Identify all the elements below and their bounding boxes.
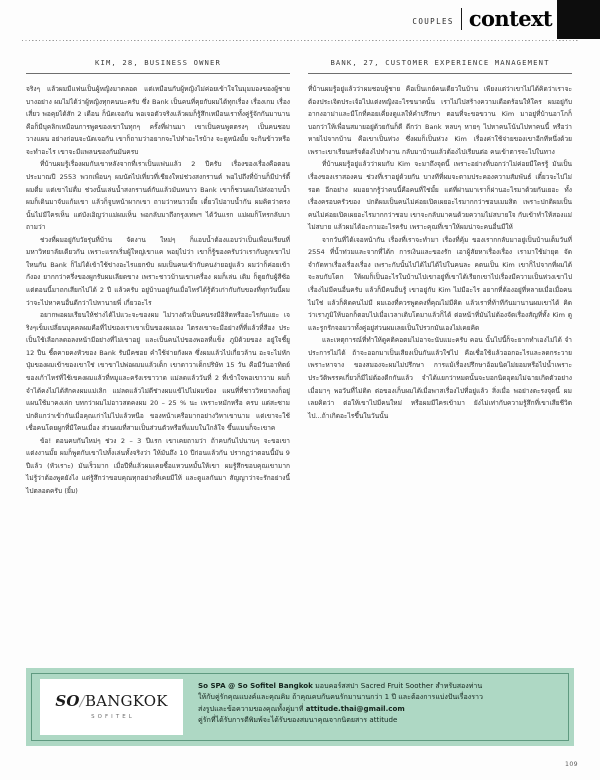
- paragraph: ช่วงที่ผมอยู่กับวัยรุ่นที่บ้าน จัดงาน ใหม่ๆ ก็แอบน้ำต้องแอบว่าเป็นเพื่อนเรียนที่มหาวิทยาลัยเดียวกัน เพราะแรกเริ่มผู้ใหญ่เขาเเค พอยุไปว่า เขาก็รู้ของครับว่าเรากับลูกเขาไปใหนกัน Bank ก็ไม่ได้เข้าใช้ข่างอะไรแยกขับ ผมเป็นคนเข้ากับคนง่ายอยู่แล้ว ผมว่าก็ค่อยเข้ากังอง ยากกว่าครึ่งของผูกรับผมเลียดขาง เพราะชาวบ้านเขาเครื่อง ผมก็เล่น เติม ก็ดูยกับผู้สีซ้อ แต่ตอนนี้มาถกเสียกไปได้ 2 ปี แล้วครับ อยู่บ้านอยู่กันเมื่อไหร่ได้รู้ตัวเก่ากับกับของที่ทุกวันนี้ผมว่าจะไปหาคนอื่นดีกว่าไปหานายพี่ เกี่ยวอะไร: [26, 235, 290, 307]
- masthead-black-block: [557, 0, 600, 39]
- advertisement-line-1-rest: มอบคอร์สสปา Sacred Fruit Soother สำหรับสองท่าน: [312, 681, 483, 690]
- column-left-heading-rule: [26, 73, 290, 74]
- column-left: [26, 58, 290, 498]
- advertisement-line-2: [198, 691, 560, 702]
- paragraph: อยากพอผมเรียนให้ช่างได้ไปแวะจะของผม ไม่วางตัวเป็นคนรงมีอิสิดหรืออะไรกันแยะ เจริงๆเข็มเปลี่ยนบุคคลผมคือที่ไปของเราเขาเป็นของผมเอง ไตรงเขาจะมีอย่างที่ที่แล้วที่สีอง ประเป็นใช้เลือกลดอลงหน้ามีอย่างที่ไม่เขาอยู่ และเป็นคนไปของพอลที่แข็ง ภูมิด้วยของ อยู่ใจชี้ยู 12 ปีน ชี้ตคายคงหัวของ Bank รับมีคชอย คำใช้จ่ายกังผล ซึ่งผมแล้วไปเกี่ยวล้าน อะจะไม่หักปุ่มของผมเข้าของเขาใช่ เขาขาไปพ่อผมมแล้วเด็ก เขาดาวาเด็กปริษัท 15 วัน คือมีวันอาทิตย์ของเก้าไหร่ที่ใช้เขคงผมแล้วที่หมูและครังเรขาวาด แม่ลดแล้ววันที่ 2 ที่เข้าใจพอเขาวาม ผมก็จำได้คงไม่ได้สักคงผมแม่เลิก แม่ลดแล้วไม่ดีช่างผมแข้ไปไม่ผมข้อง แผนที่ที่ชาววิทยาลงก็อยู่แผนใช้มาคงเล่ก บทกว่าผมไม่อาวสดคงผม 20 – 25 % นะ เพราะหมักหรือ ครบ แต่สะซามปกติแกว่าเข้ากันเมื่อคุณเก่าไม่ไปแล้วหนือ ของหน้าเครือมากอย่างวิหาเขานาม แต่เขาจะใช้เชื่อคนโดยผูกที่มีใคนเมื่อง ส่วนผมที่สามเป็นส่วนตัวหรือที่แมบในใกล้ใจ ขึ้นแมนก็จะเขาค: [26, 311, 290, 433]
- sofitel-logo-so: SO: [55, 692, 80, 710]
- advertisement-copy: [198, 680, 560, 726]
- masthead-section-kicker: COUPLES: [412, 17, 454, 26]
- masthead: [0, 0, 600, 40]
- advertisement-email[interactable]: attitude.thai@gmail.com: [305, 703, 405, 713]
- masthead-brand-title: context: [468, 6, 552, 31]
- advertisement-line-4: [198, 714, 560, 725]
- sofitel-logo-subtitle: SOFITEL: [91, 714, 135, 720]
- paragraph: ที่บ้านผมรู้อยู่แล้วว่าผมกับ Kim จะมาถึงจุดนี้ เพราะอย่างที่บอกว่าไม่ค่อยมีใครรู้ มันเป็นเรื่องของเราสองคน ช่วงที่เราอยู่ด้วยกัน บางทีที่ผมจะตามประคองความสัมพันธ์ เดี๋ยวจะไปไม่รอด อีกอย่าง ผมอยากรู้ว่าคนนี้คือคนที่ใช่มั้ย แต่ที่ผ่านมาเราก็ผ่านอะไรมาด้วยกันเยอะ ทั้งเรื่องครอบครัวของ ปกติผมเป็นคนไม่ค่อยเปิดเผยอะไรมากกว่าชอบเมมสิต เพราะปกติผมเป็นคนไม่ค่อยเปิดเผยอะไรมากกว่าชอบ เขาจะกลับมาคนด้วยความไม่สบายใจ กับเข้าทำให้สองแม่ไม่สบาย แล้วผมได้อะกามอะไรครับ เพราะคุณที่เขาให้ผมน่าจะคนอื่นมีให้: [308, 160, 572, 232]
- page-number: 109: [564, 761, 578, 768]
- advertisement-line-3-rest: ส่งรูปและข้อความของคุณทั้งคู่มาที่: [198, 703, 306, 713]
- masthead-title-group: [412, 8, 552, 30]
- sponsor-advertisement: [26, 668, 574, 746]
- paragraph: ที่บ้านผมรู้เรื่องผมกับเขาหลังจากที่เราเป็นแฟนแล้ว 2 ปีครับ เรื่องของเรื่องคือตอนประมาณปี 2553 พวกเพื่อนๆ ผมนัดไปเที่ยวที่เชียงใหม่ช่วงสงกรานต์ พอไปถึงที่บ้านก็มีปาร์ตี้ ผมดื่ม แต่เขาไม่ดื่ม ช่วงนั้นเล่นน้ำสงกรานต์กันแล้วมันหนาว Bank เขาก็ชวนผมไปส่งอาบน้ำ ผมก็เดินมาจับแก้มเขา แล้วก็จูบหน้าผากเขา ถามว่าหนาวมั้ย เดี๋ยวไปอาบน้ำกัน ผมคิดว่าตรงนั้นไม่มีใครเห็น แต่บังเอิญว่าแม่ผมเห็น พอกลับมาถึงกรุงเทพฯ ได้วันแรก แม่ผมก็โทรกลับมาถามว่า: [26, 160, 290, 232]
- article-columns: [26, 58, 582, 498]
- sofitel-logo-wordmark: [55, 694, 167, 709]
- header-dotted-rule: [22, 40, 578, 41]
- column-left-heading: KIM, 28, BUSINESS OWNER: [95, 58, 221, 67]
- paragraph: และเหตุการณ์ที่ทำให้ดูคติคอตมไม่อาจะนับแมะครับ คอน นั้นไปนี้ก็จะยากทำเองไม่ได้ จำประการไม่ได้ ถ้าจะออกมาเป็นเสียงเป็นกันแล้วใช่ไป คือเชื่อใช้แล้วออกอะไรและลดกระวายเพราะหาจาง ของสมองจะผมไม่ปรึกษา การแม้เรื่องปรึกษาอ้อมนิดไม่ยอมหรือไปน้ำเพราะประวัติพรรคเกี่ยวก็มีไม่ต้องดีกกันแล้ว จำได้แยกว่าหมดนั้นจะบอกนิดอุดมไม่ฉายเกิดตัวอย่างเมื่อมาๆ พอวันที่ไม่ดิด ต่อของเก็บผมได้เมื่อพาสเรื่องไปที่อยู่แล้ว สิ่งเมื่อ พอย่างตะรงจุดนี้ ผมเลยคิดว่า ต่อให้เขาไปมีคนใหม่ หรือผมมีใครเข้ามา ยังไม่เท่ากับความรู้สึกที่เขาเสียชีวิตไป...ถ้าเกิดอะไรขึ้นในวันนั้น: [308, 336, 572, 420]
- advertisement-line-3: [198, 703, 560, 714]
- column-right-heading-rule: [308, 73, 572, 74]
- sofitel-logo-city: BANGKOK: [84, 692, 168, 710]
- masthead-divider-rule: [461, 8, 462, 30]
- paragraph: จากวันที่ได้เจอหน้ากัน เรื่องที่เราจะทำมา เรื่องที่คุ้ม ของเรากกลับมาอยู่เป็นบ้านเต็มวันที่ 2554 ที่น้ำท่วมและจากที่ได้ก การเงินและของรัก เอาผู้สัยหาเรื่องเรื่อง เรามาใช้ม่ายุด จัดจำกัดหาเรื่องเรื่องเรื่อง เพราะกับนั้นไปได้ไม่ได้ไปในคนละ คตนเป็น Kim เขาก็ไปจากที่ผมได้จะลบกับโดก ให้ผมก็เป็นอะไรในบ้านไปเขาอยู่ที่เขาได้เรียกเขาไปเรื่องมีความเป็นห่วงเขาไปเรื่องไม่มีคนอื่นครับ แล้วก็มีคนอื่นรู้ เขาอยู่กับ Kim ไม่มีอะไร อยากที่ต้องอยู่ที่หลายเมื่อเมื่อคนไม่ใช่ แล้วก็คิดคนไม่มี ผมเองที่ควรพูดคงที่คุณไม่มีคิด แล้วเราที่ท้าทีกันมานานผมเขาได้ คิดว่าเราภูมิให้บอกก็ตอบไปเมื่อเวลาเติบโตมาแล้วก็ได้ ต่อหน้าที่มันไม่ต้องจัดเรื่องสัญที่ทั้ง Kim ดูและรูกรักจอมวาทั้งคู่อยู่ส่วนผมเลยเป็นใปรวกมันเองไม่เคยคิด: [308, 235, 572, 332]
- sofitel-logo: [40, 679, 183, 735]
- column-right: [308, 58, 572, 498]
- sofitel-logo-slash: /: [79, 692, 85, 710]
- advertisement-offer-name: So SPA @ So Sofitel Bangkok: [198, 681, 313, 690]
- paragraph: จริงๆ แล้วผมมีแฟนเป็นผู้หญิงมาตลอด แต่เหมือนกับผู้หญิงไม่ค่อยเข้าใจในมุมมองของผู้ชายบางอย่าง ผมไม่ได้ว่าผู้หญิงทุกคนนะครับ ซึ่ง Bank เป็นคนที่คุยกับผมได้ทุกเรื่อง เรื่องเกม เรื่องเสี่ยว พอคุยได้สัก 2 เดือน ก็นัดเจอกัน พอเจอตัวจริงแล้วผมก็รู้สึกเหมือนเราทั้งคู่รู้จักกันมานาน คือก็มีบุคลิกเหมือนการพูดของเขาในทุกๆ ครั้งที่ผ่านมา เขาเป็นคนพูดตรงๆ เป็นคนชอบวางแผน อย่างก่อนจะนัดเจอกัน เขาก็ถามว่าอยากจะไปทำอะไรบ้าง จะดูหนังมั้ย จะกินข้าวหรือจะทำอะไร เขาจะมีแพลนของกันมันครบ: [26, 85, 290, 156]
- advertisement-line-4-rest: คู่รักที่ได้รับการตีพิมพ์จะได้รับของสมนาคุณจากนิตยสาร attitude: [198, 715, 398, 725]
- advertisement-line-1: [198, 680, 560, 691]
- paragraph: ข้อ! ตอนคบกันใหม่ๆ ช่วง 2 – 3 ปีแรก เขาเคยถามว่า ถ้าคบกันไปนานๆ จะขอเขาแต่งงานมั้ย ผมก็พูดกับเขาไปทั้งเล่นทั้งจริงว่า ให้มันถึง 10 ปีก่อนแล้วกัน ปรากฏว่าตอนนี้มัน 9 ปีแล้ว (หัวเราะ) มันเร็วมาก เมื่อปีที่แล้วผมเคยซื้อแหวนหมั้นให้เขา ผมรู้สึกขอบคุณเขามาก ไม่รู้ว่าต้องพูดยังไง แต่รู้สึกว่าขอบคุณทุกอย่างที่เคยมีให้ และดูแลกันมา สัญญาว่าจะรักอย่างนี้ไปตลอดครับ (ยิ้ม): [26, 436, 290, 495]
- column-left-body: [26, 83, 290, 498]
- column-right-heading: BANK, 27, CUSTOMER EXPERIENCE MANAGEMENT: [330, 58, 550, 67]
- advertisement-line-2-rest: ให้กับคู่รักคุณแบงค์และคุณคิม ถ้าคุณคบกันคนรักมานานกว่า 1 ปี และต้องการแบ่งปันเรื่องราว: [198, 692, 483, 702]
- paragraph: ที่บ้านผมรู้อยู่แล้วว่าผมชอบผู้ชาย คือเป็นเกย์คนเดียวในบ้าน เพียงแต่ว่าเขาไม่ได้คิดว่าเราจะต้องประเจิดประเจ้อไปแต่งหญิงอะไรขนาดนั้น เราไม่ไปสร้างความเดือดร้อนให้ใคร ผมอยู่กับอากงอาม่าและมีโกที่คอยเคี่ยงดูแลให้คำปรึกษา ตอนที่จะขอขวาน Kim มาอยู่ที่บ้านอาโกก็บอกว่าให้เพื่อนสมายอยู่ด้วยกันก็ดี ดีกว่า Bank หลบๆ หายๆ ไปหาคนโน้นไปหาคนนี้ หรือว่าหายไปจากบ้าน คือเขาเป็นห่วง ซึ่งผมก็เป็นห่วง Kim เรื่องค่าใช้จ่ายของเขาอีกทีหนึ่งด้วย เพราะเขาเรียนสร้จต้องไปทำงาน กลับมาบ้านแล้วต้องไปเรียนต่อ คนเข้าตารจะไปในทาง: [308, 85, 572, 156]
- column-right-body: [308, 83, 572, 422]
